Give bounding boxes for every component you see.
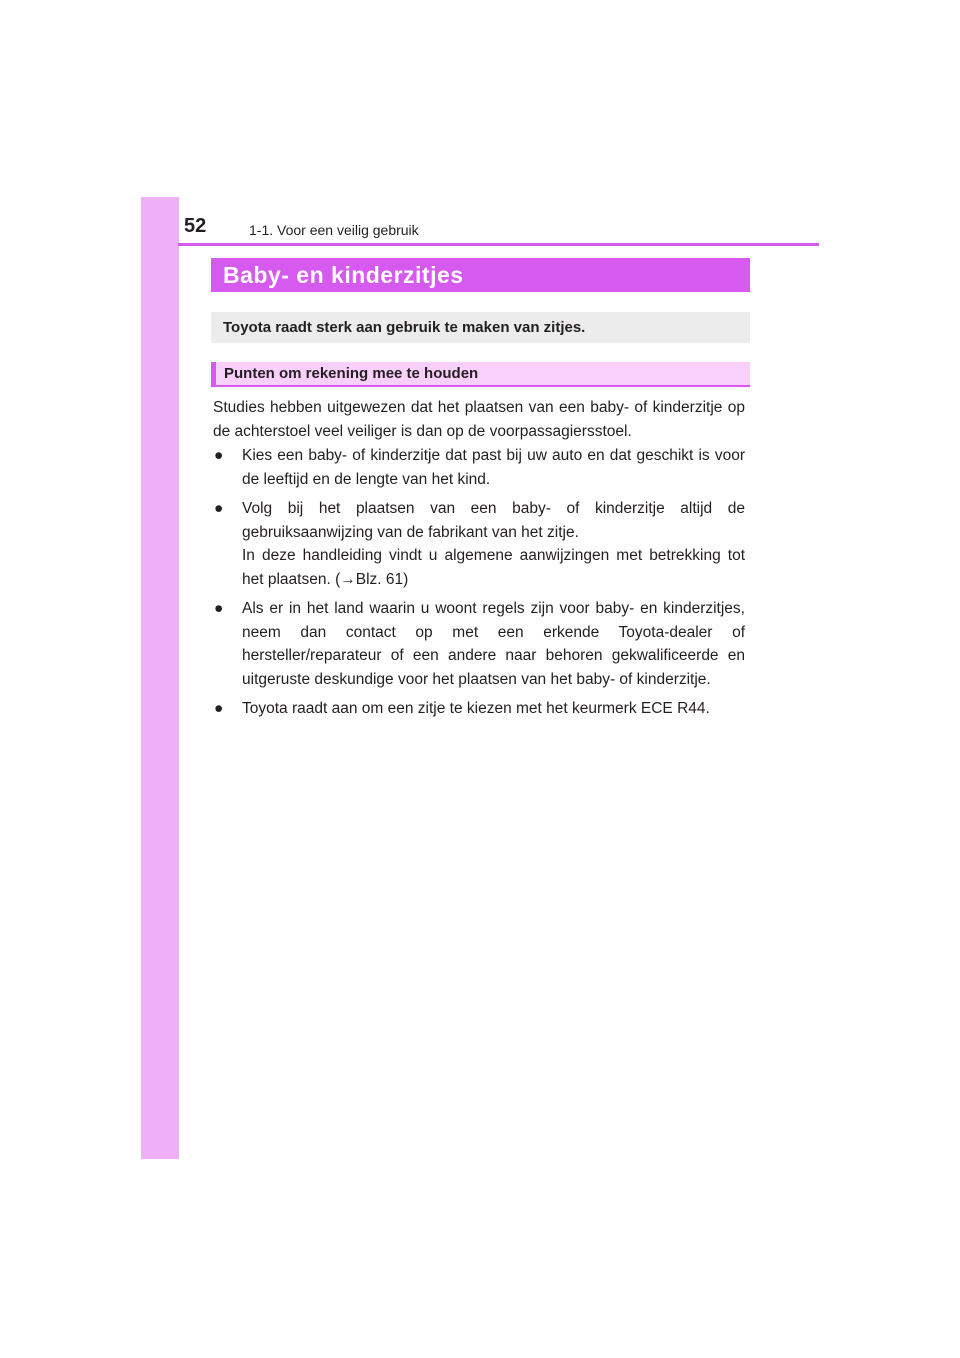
- list-item: [213, 697, 745, 721]
- subsection-heading: [211, 362, 750, 387]
- body-text: [213, 396, 745, 727]
- list-item: [213, 597, 745, 691]
- list-item: [213, 497, 745, 591]
- list-item-text: Als er in het land waarin u woont regels zijn voor baby- en kinderzitjes, neem dan contact op met een erkende Toyota-dealer of hersteller/reparateur of een andere naar behoren gekwalificeerde en uitgeruste deskundige voor het plaatsen van het baby- of kinderzitje.: [242, 600, 745, 688]
- list-item-text: Toyota raadt aan om een zitje te kiezen met het keurmerk ECE R44.: [242, 700, 710, 717]
- section-reference: 1-1. Voor een veilig gebruik: [249, 222, 419, 238]
- summary-text: Toyota raadt sterk aan gebruik te maken van zitjes.: [223, 319, 586, 336]
- bullet-icon: ●: [214, 447, 224, 464]
- page-number: 52: [184, 215, 207, 237]
- bullet-icon: ●: [214, 600, 224, 617]
- subsection-heading-text: Punten om rekening mee te houden: [224, 365, 479, 382]
- page-title: Baby- en kinderzitjes: [223, 262, 464, 288]
- bullet-icon: ●: [214, 500, 224, 517]
- intro-paragraph: Studies hebben uitgewezen dat het plaatsen van een baby- of kinderzitje op de achterstoel veel veiliger is dan op de voorpassagiersstoel.: [213, 399, 745, 440]
- title-bar: [211, 258, 750, 292]
- side-tab: [141, 197, 179, 1159]
- list-item-text: Kies een baby- of kinderzitje dat past bij uw auto en dat geschikt is voor de leeftijd en de lengte van het kind.: [242, 447, 745, 488]
- summary-box: [211, 312, 750, 343]
- list-item: [213, 444, 745, 491]
- list-item-text: Volg bij het plaatsen van een baby- of kinderzitje altijd de gebruiksaanwijzing van de fabrikant van het zitje.: [242, 500, 745, 541]
- bullet-icon: ●: [214, 700, 224, 717]
- subsection-accent: [211, 362, 216, 385]
- page-reference-note: In deze handleiding vindt u algemene aanwijzingen met betrekking tot het plaatsen. (→Blz. 61): [242, 547, 745, 588]
- header-rule: [178, 243, 819, 246]
